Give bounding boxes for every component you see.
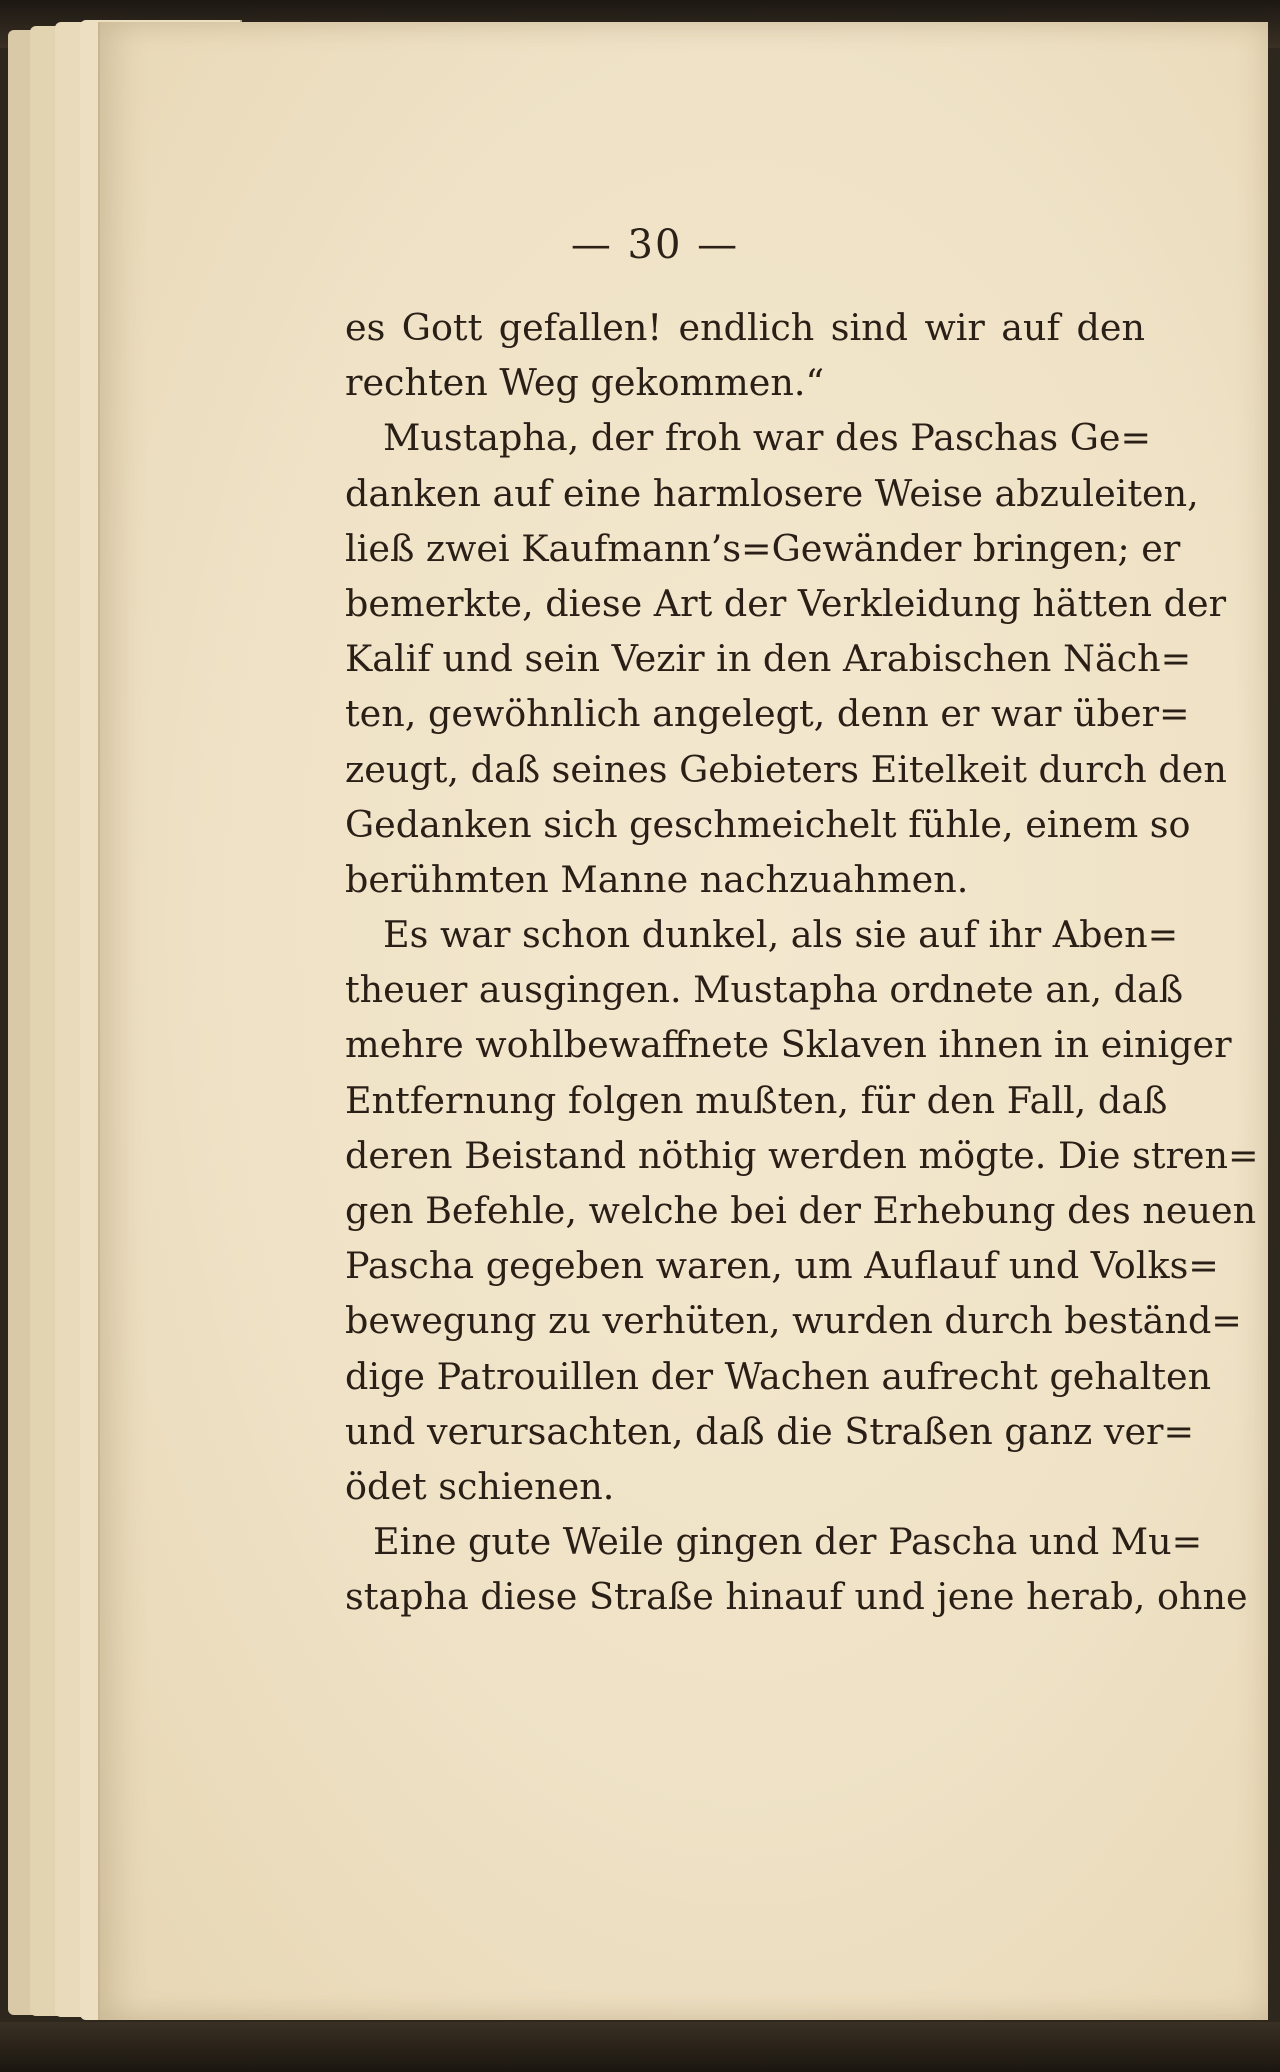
text-line: Pascha gegeben waren, um Auflauf und Volks= [345,1244,1219,1288]
text-line: Mustapha, der froh war des Paschas Ge= [383,416,1152,460]
text-line: Gedanken sich geschmeichelt fühle, einem so [345,802,1191,846]
text-line: danken auf eine harmlosere Weise abzuleiten, [345,471,1199,515]
page-number: — 30 — [570,222,740,268]
text-line: ödet schienen. [345,1464,615,1508]
text-line: Es war schon dunkel, als sie auf ihr Aben= [383,913,1179,957]
text-line: gen Befehle, welche bei der Erhebung des neuen [345,1189,1257,1232]
text-line: ten, gewöhnlich angelegt, denn er war über= [345,692,1190,736]
text-line: bewegung zu verhüten, wurden durch beständ= [345,1299,1242,1343]
text-line: es Gott gefallen! endlich sind wir auf den [345,306,1145,349]
text-line: berühmten Manne nachzuahmen. [345,857,969,901]
text-line: stapha diese Straße hinauf und jene herab, ohne [345,1575,1248,1619]
text-line: zeugt, daß seines Gebieters Eitelkeit durch den [345,747,1227,791]
text-line: rechten Weg gekommen.“ [345,361,825,405]
text-line: Eine gute Weile gingen der Pascha und Mu= [373,1520,1203,1564]
text-line: bemerkte, diese Art der Verkleidung hätten der [345,581,1227,625]
text-line: und verursachten, daß die Straßen ganz ver= [345,1409,1195,1453]
text-line: ließ zwei Kaufmann’s=Gewänder bringen; er [345,526,1181,570]
text-line: theuer ausgingen. Mustapha ordnete an, daß [345,968,1184,1012]
text-line: deren Beistand nöthig werden mögte. Die stren= [345,1133,1259,1177]
text-line: Entfernung folgen mußten, für den Fall, daß [345,1078,1168,1122]
book-cover-bottom [0,2022,1280,2072]
text-line: dige Patrouillen der Wachen aufrecht gehalten [345,1354,1212,1398]
body-text [345,300,1259,1625]
text-line: mehre wohlbewaffnete Sklaven ihnen in einiger [345,1023,1232,1067]
text-line: Kalif und sein Vezir in den Arabischen Näch= [345,637,1192,681]
